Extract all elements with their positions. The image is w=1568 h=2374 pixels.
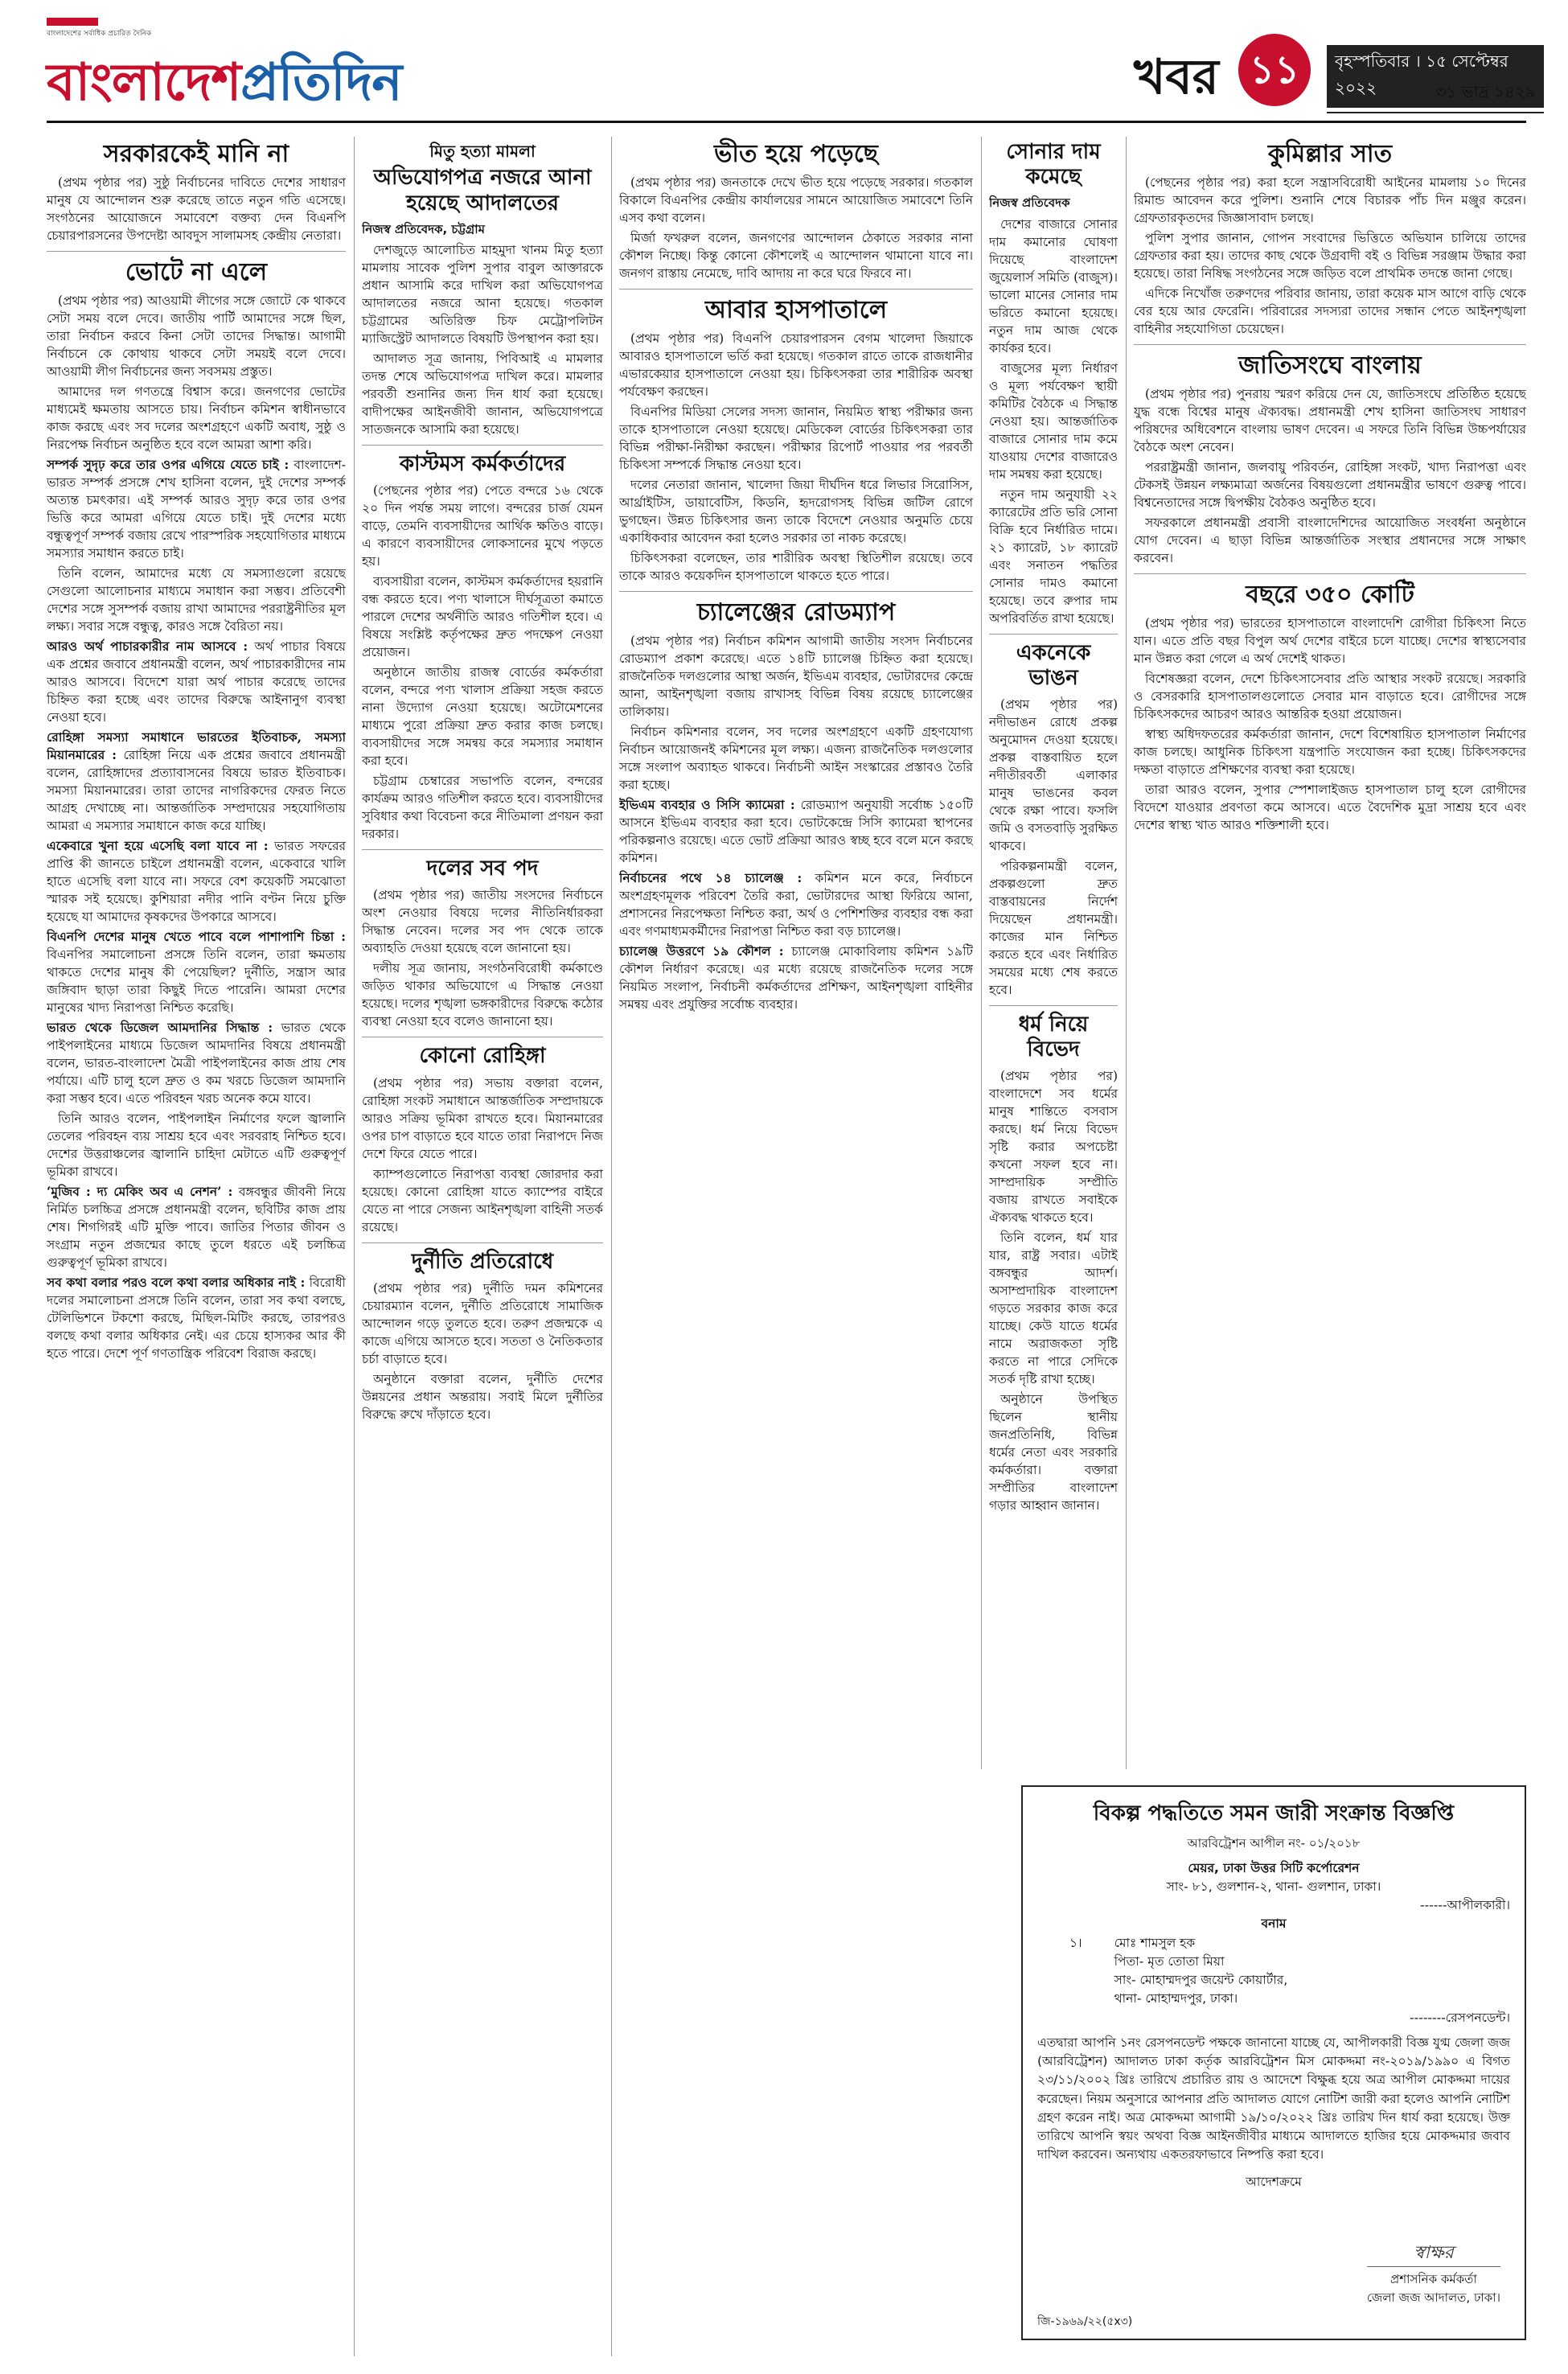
divider: [1134, 573, 1526, 574]
divider: [989, 634, 1118, 635]
column-rule: [981, 137, 982, 1769]
subheading: রোহিঙ্গা সমস্যা সমাধানে ভারতের ইতিবাচক, সমস্যা মিয়ানমারের :: [47, 729, 346, 762]
paragraph-text: বিএনপির সমালোচনা প্রসঙ্গে তিনি বলেন, তারা ক্ষমতায় থাকতে দেশের মানুষ কী পেয়েছিল? দুর্নীতি, সন্ত্রাস আর জঙ্গিবাদ ছাড়া তারা কিছুই দিতে পারেনি। আমরা দেশের মানুষের খাদ্য নিরাপত্তা নিশ্চিত করেছি।: [47, 947, 346, 1015]
paragraph: (প্রথম পৃষ্ঠার পর) বিএনপি চেয়ারপারসন বেগম খালেদা জিয়াকে আবারও হাসপাতালে ভর্তি করা হয়েছে। গতকাল রাতে তাকে রাজধানীর এভারকেয়ার হাসপাতালে নেওয়া হয়। চিকিৎসকরা তার শারীরিক অবস্থা পর্যবেক্ষণ করছেন।: [619, 331, 973, 399]
paragraph: (প্রথম পৃষ্ঠার পর) বাংলাদেশে সব ধর্মের মানুষ শান্তিতে বসবাস করছে। ধর্ম নিয়ে বিভেদ সৃষ্টি করার অপচেষ্টা কখনো সফল হবে না। সাম্প্রদায়িক সম্প্রীতি বজায় রাখতে সবাইকে ঐক্যবদ্ধ থাকতে হবে।: [989, 1069, 1118, 1226]
divider: [1134, 344, 1526, 345]
subheading: ইভিএম ব্যবহার ও সিসি ক্যামেরা :: [619, 797, 795, 812]
subheading: সম্পর্ক সুদৃঢ় করে তার ওপর এগিয়ে যেতে চাই :: [47, 457, 289, 472]
divider: [619, 591, 973, 592]
subheading: ভারত থেকে ডিজেল আমদানির সিদ্ধান্ত :: [47, 1020, 273, 1035]
headline: কোনো রোহিঙ্গা: [419, 1044, 546, 1069]
headline: একনেকে ভাঙন: [1016, 640, 1091, 690]
paragraph: তিনি আরও বলেন, পাইপলাইন নির্মাণের ফলে জ্বালানি তেলের পরিবহন ব্যয় সাশ্রয় হবে এবং সরবরাহ নিশ্চিত হবে। দেশের উত্তরাঞ্চলের জ্বালানি চাহিদা মেটাতে এটি গুরুত্বপূর্ণ ভূমিকা রাখবে।: [47, 1111, 346, 1179]
paragraph: বিশেষজ্ঞরা বলেন, দেশে চিকিৎসাসেবার প্রতি আস্থার সংকট রয়েছে। সরকারি ও বেসরকারি হাসপাতালগুলোতে সেবার মান বাড়াতে হবে। রোগীদের সঙ্গে চিকিৎসকদের আচরণ আরও আন্তরিক হওয়া প্রয়োজন।: [1134, 672, 1526, 721]
paragraph: এদিকে নিখোঁজ তরুণদের পরিবার জানায়, তারা কয়েক মাস আগে বাড়ি থেকে বের হয়ে আর ফেরেনি। পরিবারের সদস্যরা তাদের সন্ধান পেতে আইনশৃঙ্খলা বাহিনীর সহযোগিতা চেয়েছেন।: [1134, 286, 1526, 336]
subheading: সব কথা বলার পরও বলে কথা বলার অধিকার নাই :: [47, 1275, 306, 1290]
headline: সোনার দাম কমেছে: [1006, 140, 1101, 190]
subheading: আরও অর্থ পাচারকারীর নাম আসবে :: [47, 639, 248, 654]
respondent-number: ১।: [1069, 1935, 1082, 1950]
headline: ধর্ম নিয়ে বিভেদ: [1018, 1012, 1089, 1062]
respondent-address-2: থানা- মোহাম্মদপুর, ঢাকা।: [1114, 1991, 1238, 2006]
signature: স্বাক্ষর: [1367, 2240, 1500, 2267]
divider: [989, 1005, 1118, 1006]
paragraph-text: চ্যালেঞ্জ মোকাবিলায় কমিশন ১৯টি কৌশল নির্ধারণ করেছে। এর মধ্যে রয়েছে রাজনৈতিক দলের সঙ্গে নিয়মিত সংলাপ, নির্বাচনী কর্মকর্তাদের প্রশিক্ষণ, আইনশৃঙ্খলা বাহিনীর সমন্বয় এবং প্রযুক্তির সর্বোচ্চ ব্যবহার।: [619, 944, 973, 1012]
paragraph: বাজুসের মূল্য নির্ধারণ ও মূল্য পর্যবেক্ষণ স্থায়ী কমিটির বৈঠকে এ সিদ্ধান্ত নেওয়া হয়। আন্তর্জাতিক বাজারে সোনার দাম কমে যাওয়ায় দেশের বাজারেও দাম সমন্বয় করা হয়েছে।: [989, 360, 1118, 482]
paragraph: তিনি বলেন, ধর্ম যার যার, রাষ্ট্র সবার। এটাই বঙ্গবন্ধুর আদর্শ। অসাম্প্রদায়িক বাংলাদেশ গড়তে সরকার কাজ করে যাচ্ছে। কেউ যাতে ধর্মের নামে অরাজকতা সৃষ্টি করতে না পারে সেদিকে সতর্ক দৃষ্টি রাখা হচ্ছে।: [989, 1230, 1118, 1387]
respondent-role: --------রেসপনডেন্ট।: [1410, 2010, 1510, 2025]
paragraph: মির্জা ফখরুল বলেন, জনগণের আন্দোলন ঠেকাতে সরকার নানা কৌশল নিচ্ছে। কিন্তু কোনো কৌশলেই এ আন্দোলন থামানো যাবে না। জনগণ রাস্তায় নেমেছে, দাবি আদায় না করে ঘরে ফিরবে না।: [619, 231, 973, 281]
paragraph: আমাদের দল গণতন্ত্রে বিশ্বাস করে। জনগণের ভোটের মাধ্যমেই ক্ষমতায় আসতে চায়। নির্বাচন কমিশন স্বাধীনভাবে কাজ করছে এবং সব দলের অংশগ্রহণে একটি অবাধ, সুষ্ঠু ও নিরপেক্ষ নির্বাচন অনুষ্ঠিত হবে বলে আমরা আশা করি।: [47, 384, 346, 452]
paragraph: (পেছনের পৃষ্ঠার পর) পেতে বন্দরে ১৬ থেকে ২০ দিন পর্যন্ত সময় লাগে। বন্দরের চার্জ যেমন বাড়ে, তেমনি ব্যবসায়ীদের আর্থিক ক্ষতিও বাড়ে। এ কারণে ব্যবসায়ীদের লোকসানের মুখে পড়তে হয়।: [362, 483, 603, 569]
respondent-father: পিতা- মৃত তোতা মিয়া: [1114, 1953, 1225, 1969]
masthead-rule: [47, 121, 1526, 123]
date-english: বৃহস্পতিবার । ১৫ সেপ্টেম্বর ২০২২: [1327, 45, 1544, 108]
paragraph: (প্রথম পৃষ্ঠার পর) নির্বাচন কমিশন আগামী জাতীয় সংসদ নির্বাচনের রোডম্যাপ প্রকাশ করেছে। এতে ১৪টি চ্যালেঞ্জ চিহ্নিত করা হয়েছে। রাজনৈতিক দলগুলোর আস্থা অর্জন, ইভিএম ব্যবহার, ভোটারদের কেন্দ্রে আনা, আইনশৃঙ্খলা বজায় রাখাসহ বিভিন্ন বিষয় রয়েছে চ্যালেঞ্জের তালিকায়।: [619, 634, 973, 719]
headline: কাস্টমস কর্মকর্তাদের: [399, 452, 566, 477]
respondent-block: [1037, 1934, 1510, 2009]
appellant-address: সাং- ৮১, গুলশান-২, থানা- গুলশান, ঢাকা।: [1166, 1879, 1381, 1894]
paragraph: [619, 943, 973, 1013]
notice-code: জি-১৯৬৯/২২(৫x৩): [1037, 2315, 1133, 2328]
paragraph: অনুষ্ঠানে উপস্থিত ছিলেন স্থানীয় জনপ্রতিনিধি, বিভিন্ন ধর্মের নেতা এবং সরকারি কর্মকর্তারা। বক্তারা সম্প্রীতির বাংলাদেশ গড়ার আহ্বান জানান।: [989, 1392, 1118, 1514]
paragraph: [47, 729, 346, 835]
signature-block: [1367, 2240, 1500, 2306]
paragraph: (প্রথম পৃষ্ঠার পর) ভারতের হাসপাতালে বাংলাদেশি রোগীরা চিকিৎসা নিতে যান। এতে প্রতি বছর বিপুল অর্থ দেশের বাইরে চলে যাচ্ছে। দেশের স্বাস্থ্যসেবার মান উন্নত করা গেলে এ অর্থ দেশেই থাকত।: [1134, 616, 1526, 666]
paragraph: [47, 456, 346, 562]
column-4: [989, 137, 1118, 1769]
paragraph: [47, 1274, 346, 1362]
versus: বনাম: [1261, 1916, 1287, 1932]
paragraph-text: বঙ্গবন্ধুর জীবনী নিয়ে নির্মিত চলচ্চিত্র প্রসঙ্গে প্রধানমন্ত্রী বলেন, ছবিটির কাজ প্রায় শেষ। শিগগিরই এটি মুক্তি পাবে। জাতির পিতার জীবন ও সংগ্রাম নতুন প্রজন্মের কাছে তুলে ধরতে এই চলচ্চিত্র গুরুত্বপূর্ণ ভূমিকা রাখবে।: [47, 1185, 346, 1270]
paragraph: (প্রথম পৃষ্ঠার পর) দুর্নীতি দমন কমিশনের চেয়ারম্যান বলেন, দুর্নীতি প্রতিরোধে সামাজিক আন্দোলন গড়ে তুলতে হবে। তরুণ প্রজন্মকে এ কাজে এগিয়ে আসতে হবে। সততা ও নৈতিকতার চর্চা বাড়াতে হবে।: [362, 1280, 603, 1366]
paragraph: (প্রথম পৃষ্ঠার পর) সভায় বক্তারা বলেন, রোহিঙ্গা সংকট সমাধানে আন্তর্জাতিক সম্প্রদায়কে আরও সক্রিয় ভূমিকা রাখতে হবে। মিয়ানমারের ওপর চাপ বাড়াতে হবে যাতে তারা নিরাপদে নিজ দেশে ফিরে যেতে পারে।: [362, 1075, 603, 1161]
notice-case-number: আরবিট্রেশন আপীল নং- ০১/২০১৮: [1187, 1836, 1361, 1850]
respondent-name: মোঃ শামসুল হক: [1114, 1935, 1196, 1950]
divider: [619, 289, 973, 290]
page-number: ১১: [1238, 34, 1311, 106]
headline: ভোটে না এলে: [125, 258, 268, 286]
paragraph-text: ভারত সফরের প্রাপ্তি কী জানতে চাইলে প্রধানমন্ত্রী বলেন, একেবারে খালি হাতে এসেছি বলা যাবে না। সফরে বেশ কয়েকটি সমঝোতা স্মারক সই হয়েছে। কুশিয়ারা নদীর পানি বণ্টন নিয়ে চুক্তি হয়েছে যা আমাদের কৃষকদের উপকারে আসবে।: [47, 839, 346, 924]
paragraph: অনুষ্ঠানে বক্তারা বলেন, দুর্নীতি দেশের উন্নয়নের প্রধান অন্তরায়। সবাই মিলে দুর্নীতির বিরুদ্ধে রুখে দাঁড়াতে হবে।: [362, 1371, 603, 1422]
paragraph-text: বিরোধী দলের সমালোচনা প্রসঙ্গে তিনি বলেন, তারা সব কথা বলছে, টেলিভিশনে টকশো করছে, মিছিল-মিটিং করছে, তারপরও বলছে কথা বলার অধিকার নেই। এর চেয়ে হাস্যকর আর কী হতে পারে। দেশে পূর্ণ গণতান্ত্রিক পরিবেশ বিরাজ করছে।: [47, 1275, 346, 1361]
appellant-name: মেয়র, ঢাকা উত্তর সিটি কর্পোরেশন: [1188, 1860, 1360, 1875]
logo-part1: বাংলাদেশ: [47, 53, 241, 113]
headline: দুর্নীতি প্রতিরোধে: [411, 1249, 554, 1274]
headline: বছরে ৩৫০ কোটি: [1246, 581, 1414, 609]
subheading: একেবারে খুনা হয়ে এসেছি বলা যাবে না :: [47, 838, 269, 853]
headline: চ্যালেঞ্জের রোডম্যাপ: [696, 598, 896, 626]
paragraph: তিনি বলেন, আমাদের মধ্যে যে সমস্যাগুলো রয়েছে সেগুলো আলোচনার মাধ্যমে সমাধান করা সম্ভব। প্রতিবেশী দেশের সঙ্গে সুসম্পর্ক বজায় রাখা আমাদের পররাষ্ট্রনীতির মূল লক্ষ্য। সবার সঙ্গে বন্ধুত্ব, কারও সঙ্গে বৈরিতা নয়।: [47, 566, 346, 634]
headline: সরকারকেই মানি না: [103, 140, 289, 168]
paragraph: নির্বাচন কমিশনার বলেন, সব দলের অংশগ্রহণে একটি গ্রহণযোগ্য নির্বাচন আয়োজনই কমিশনের মূল লক্ষ্য। এজন্য রাজনৈতিক দলগুলোর সঙ্গে সংলাপ অব্যাহত থাকবে। নির্বাচনী আইন সংস্কারের প্রস্তাবও তৈরি করা হচ্ছে।: [619, 725, 973, 792]
respondent-address-1: সাং- মোহাম্মদপুর জয়েন্ট কোয়ার্টার,: [1114, 1973, 1288, 1987]
paragraph: বিএনপির মিডিয়া সেলের সদস্য জানান, নিয়মিত স্বাস্থ্য পরীক্ষার জন্য তাকে হাসপাতালে নেওয়া হয়েছে। মেডিকেল বোর্ডের চিকিৎসকরা তার বিভিন্ন পরীক্ষা-নিরীক্ষা করছেন। পরীক্ষার রিপোর্ট পাওয়ার পর পরবর্তী চিকিৎসা সম্পর্কে সিদ্ধান্ত নেওয়া হবে।: [619, 405, 973, 472]
column-3: [619, 137, 973, 1769]
paragraph: দলের নেতারা জানান, খালেদা জিয়া দীর্ঘদিন ধরে লিভার সিরোসিস, আর্থ্রাইটিস, ডায়াবেটিস, কিডনি, হৃদরোগসহ বিভিন্ন জটিল রোগে ভুগছেন। উন্নত চিকিৎসার জন্য তাকে বিদেশে নেওয়ার অনুমতি চেয়ে একাধিকবার আবেদন করা হলেও সরকার তা নাকচ করেছে।: [619, 478, 973, 545]
notice-title: বিকল্প পদ্ধতিতে সমন জারী সংক্রান্ত বিজ্ঞপ্তি: [1093, 1801, 1455, 1826]
subheading: নির্বাচনের পথে ১৪ চ্যালেঞ্জ :: [619, 870, 802, 885]
headline: ভীত হয়ে পড়েছে: [714, 140, 878, 168]
paragraph: দলীয় সূত্র জানায়, সংগঠনবিরোধী কর্মকাণ্ডে জড়িত থাকার অভিযোগে এ সিদ্ধান্ত নেওয়া হয়েছে। দলের শৃঙ্খলা ভঙ্গকারীদের বিরুদ্ধে কঠোর ব্যবস্থা নেওয়া হবে বলেও জানানো হয়।: [362, 961, 603, 1029]
column-1: [47, 137, 346, 2356]
headline: আবার হাসপাতালে: [704, 296, 888, 324]
respondent-details: [1114, 1934, 1288, 2009]
paragraph-text: কমিশন মনে করে, নির্বাচনে অংশগ্রহণমূলক পরিবেশ তৈরি করা, ভোটারদের আস্থা ফিরিয়ে আনা, প্রশাসনের নিরপেক্ষতা নিশ্চিত করা, অর্থ ও পেশিশক্তির ব্যবহার বন্ধ করা এবং গণমাধ্যমকর্মীদের নিরাপত্তা নিশ্চিত করা বড় চ্যালেঞ্জ।: [619, 871, 973, 939]
divider: [362, 849, 603, 850]
paragraph: [47, 1019, 346, 1107]
paragraph: পরিকল্পনামন্ত্রী বলেন, প্রকল্পগুলো দ্রুত বাস্তবায়নের নির্দেশ দিয়েছেন প্রধানমন্ত্রী। কাজের মান নিশ্চিত করতে হবে এবং নির্ধারিত সময়ের মধ্যে শেষ করতে হবে।: [989, 859, 1118, 998]
date-bangla: ৩১ ভাদ্র ১৪২৯: [1327, 76, 1544, 113]
kicker: মিতু হত্যা মামলা: [429, 142, 536, 161]
paragraph: নতুন দাম অনুযায়ী ২২ ক্যারেটের প্রতি ভরি সোনা বিক্রি হবে নির্ধারিত দামে। ২১ ক্যারেট, ১৮ ক্যারেট এবং সনাতন পদ্ধতির সোনার দামও কমানো হয়েছে। তবে রুপার দাম অপরিবর্তিত রাখা হয়েছে।: [989, 487, 1118, 626]
paragraph: পুলিশ সুপার জানান, গোপন সংবাদের ভিত্তিতে অভিযান চালিয়ে তাদের গ্রেফতার করা হয়। তাদের কাছ থেকে উগ্রবাদী বই ও বিভিন্ন সরঞ্জাম উদ্ধার করা হয়েছে। তারা নিষিদ্ধ সংগঠনের সঙ্গে জড়িত বলে প্রাথমিক তদন্তে জানা গেছে।: [1134, 231, 1526, 281]
newspaper-logo[interactable]: [47, 43, 401, 129]
paragraph: [47, 638, 346, 726]
paragraph: (প্রথম পৃষ্ঠার পর) জাতীয় সংসদের নির্বাচনে অংশ নেওয়ার বিষয়ে দলের নীতিনির্ধারকরা সিদ্ধান্ত নেবেন। দলের সব পদ থেকে তাকে অব্যাহতি দেওয়া হয়েছে বলে জানানো হয়।: [362, 888, 603, 956]
divider: [362, 445, 603, 446]
paragraph-text: রোহিঙ্গা নিয়ে এক প্রশ্নের জবাবে প্রধানমন্ত্রী বলেন, রোহিঙ্গাদের প্রত্যাবাসনের বিষয়ে ভারত ইতিবাচক। সমস্যা মিয়ানমারের। তারা তাদের নাগরিকদের ফেরত নিতে আগ্রহ দেখাচ্ছে না। আন্তর্জাতিক সম্প্রদায়ের সহযোগিতায় আমরা এ সমস্যার সমাধানে কাজ করে যাচ্ছি।: [47, 748, 346, 833]
logo-badge: [47, 18, 98, 26]
byline: নিজস্ব প্রতিবেদক, চট্টগ্রাম: [362, 221, 485, 236]
headline: অভিযোগপত্র নজরে আনা হয়েছে আদালতের: [373, 166, 592, 216]
paragraph: সফরকালে প্রধানমন্ত্রী প্রবাসী বাংলাদেশিদের আয়োজিত সংবর্ধনা অনুষ্ঠানে যোগ দেবেন। এ ছাড়া বিভিন্ন আন্তর্জাতিক সংস্থার প্রধানদের সঙ্গে সাক্ষাৎ করবেন।: [1134, 515, 1526, 565]
divider: [47, 251, 346, 252]
paragraph: দেশজুড়ে আলোচিত মাহমুদা খানম মিতু হত্যা মামলায় সাবেক পুলিশ সুপার বাবুল আক্তারকে প্রধান আসামি করে দাখিল করা অভিযোগপত্র আদালতের নজরে আনা হয়েছে। গতকাল চট্টগ্রামের অতিরিক্ত চিফ মেট্রোপলিটন ম্যাজিস্ট্রেট আদালতে বিষয়টি উপস্থাপন করা হয়।: [362, 243, 603, 347]
tagline: বাংলাদেশের সর্বাধিক প্রচারিত দৈনিক: [47, 30, 152, 38]
headline: দলের সব পদ: [426, 856, 539, 881]
paragraph-text: বাংলাদেশ-ভারত সম্পর্ক প্রসঙ্গে শেখ হাসিনা বলেন, দুই দেশের সম্পর্ক অত্যন্ত চমৎকার। এই সম্পর্ক আরও সুদৃঢ় করে তার ওপর ভিত্তি করে আমরা এগিয়ে যেতে চাই। দুই দেশের মধ্যে বন্ধুত্বপূর্ণ সম্পর্ক বজায় রেখে পারস্পরিক সহযোগিতার মাধ্যমে সমস্যার সমাধান করতে চাই।: [47, 458, 346, 561]
column-2: [362, 137, 603, 2356]
paragraph-text: অর্থ পাচার বিষয়ে এক প্রশ্নের জবাবে প্রধানমন্ত্রী বলেন, অর্থ পাচারকারীদের নাম আরও আসবে। বিদেশে যারা অর্থ পাচার করেছে তাদের চিহ্নিত করা হচ্ছে এবং তাদের বিরুদ্ধে আইনানুগ ব্যবস্থা নেওয়া হবে।: [47, 639, 346, 725]
paragraph: ক্যাম্পগুলোতে নিরাপত্তা ব্যবস্থা জোরদার করা হয়েছে। কোনো রোহিঙ্গা যাতে ক্যাম্পের বাইরে যেতে না পারে সেজন্য আইনশৃঙ্খলা বাহিনী সতর্ক রয়েছে।: [362, 1166, 603, 1234]
paragraph: স্বাস্থ্য অধিদফতরের কর্মকর্তারা জানান, দেশে বিশেষায়িত হাসপাতাল নির্মাণের কাজ চলছে। আধুনিক চিকিৎসা যন্ত্রপাতি সংযোজন করা হচ্ছে। চিকিৎসকদের দক্ষতা বাড়াতে প্রশিক্ষণের ব্যবস্থা করা হয়েছে।: [1134, 727, 1526, 777]
paragraph: (প্রথম পৃষ্ঠার পর) পুনরায় স্মরণ করিয়ে দেন যে, জাতিসংঘে প্রতিষ্ঠিত হয়েছে যুদ্ধ বন্ধে বিশ্বের মানুষ ঐক্যবদ্ধ। প্রধানমন্ত্রী শেখ হাসিনা জাতিসংঘ সাধারণ পরিষদের অধিবেশনে বাংলায় ভাষণ দেবেন। এ সফরে তিনি বিভিন্ন উচ্চপর্যায়ের বৈঠকে অংশ নেবেন।: [1134, 387, 1526, 454]
signer-title: প্রশাসনিক কর্মকর্তা: [1390, 2272, 1477, 2286]
subheading: বিএনপি দেশের মানুষ খেতে পাবে বলে পাশাপাশি চিন্তা :: [47, 929, 346, 944]
paragraph: তারা আরও বলেন, সুপার স্পেশালাইজড হাসপাতাল চালু হলে রোগীদের বিদেশে যাওয়ার প্রবণতা কমে আসবে। এতে বৈদেশিক মুদ্রা সাশ্রয় হবে এবং দেশের স্বাস্থ্য খাত আরও শক্তিশালী হবে।: [1134, 782, 1526, 832]
paragraph: চিকিৎসকরা বলেছেন, তার শারীরিক অবস্থা স্থিতিশীল রয়েছে। তবে তাকে আরও কয়েকদিন হাসপাতালে থাকতে হতে পারে।: [619, 551, 973, 583]
paragraph: [47, 1183, 346, 1271]
subheading: চ্যালেঞ্জ উত্তরণে ১৯ কৌশল :: [619, 943, 784, 959]
appellant-role: ------আপীলকারী।: [1420, 1898, 1510, 1912]
paragraph: (প্রথম পৃষ্ঠার পর) আওয়ামী লীগের সঙ্গে জোটে কে থাকবে সেটা সময় বলে দেবে। জাতীয় পার্টি আমাদের সঙ্গে ছিল, তারা নির্বাচন করবে কিনা সেটা তাদের সিদ্ধান্ত। আগামী নির্বাচনে কে কোথায় থাকবে সেটা সময়ই বলে দেবে। আওয়ামী লীগ নির্বাচনের জন্য সবসময় প্রস্তুত।: [47, 294, 346, 379]
column-rule: [1126, 137, 1127, 1769]
paragraph: দেশের বাজারে সোনার দাম কমানোর ঘোষণা দিয়েছে বাংলাদেশ জুয়েলার্স সমিতি (বাজুস)। ভালো মানের সোনার দাম ভরিতে কমানো হয়েছে। নতুন দাম আজ থেকে কার্যকর হবে।: [989, 216, 1118, 355]
legal-notice: [1021, 1785, 1526, 2340]
paragraph: [47, 837, 346, 926]
paragraph: (প্রথম পৃষ্ঠার পর) নদীভাঙন রোধে প্রকল্প অনুমোদন দেওয়া হয়েছে। প্রকল্প বাস্তবায়িত হলে নদীতীরবর্তী এলাকার মানুষ ভাঙনের কবল থেকে রক্ষা পাবে। ফসলি জমি ও বসতবাড়ি সুরক্ষিত থাকবে।: [989, 697, 1118, 854]
byline: নিজস্ব প্রতিবেদক: [989, 195, 1070, 211]
paragraph: পররাষ্ট্রমন্ত্রী জানান, জলবায়ু পরিবর্তন, রোহিঙ্গা সংকট, খাদ্য নিরাপত্তা এবং টেকসই উন্নয়ন লক্ষ্যমাত্রা অর্জনের বিষয়গুলো প্রধানমন্ত্রীর ভাষণে গুরুত্ব পাবে। বিশ্বনেতাদের সঙ্গে দ্বিপক্ষীয় বৈঠকও অনুষ্ঠিত হবে।: [1134, 460, 1526, 510]
headline: জাতিসংঘে বাংলায়: [1238, 351, 1422, 380]
notice-body: এতদ্বারা আপনি ১নং রেসপনডেন্ট পক্ষকে জানানো যাচ্ছে যে, আপীলকারী বিজ্ঞ যুগ্ম জেলা জজ (আরবিট্রেশন) আদালত ঢাকা কর্তৃক আরবিট্রেশন মিস মোকদ্দমা নং-২০১৯/১৯৯০ এ বিগত ২৩/১১/২০০২ খ্রিঃ তারিখে প্রচারিত রায় ও আদেশে বিক্ষুব্ধ হয়ে অত্র আপীল মোকদ্দমা দায়ের করেছেন। নিয়ম অনুসারে আপনার প্রতি আদালত যোগে নোটিশ জারী করা হলেও আপনি নোটিশ গ্রহণ করেন নাই। অত্র মোকদ্দমা আগামী ১৯/১০/২০২২ খ্রিঃ তারিখ দিন ধার্য করা হয়েছে। উক্ত তারিখে আপনি স্বয়ং অথবা বিজ্ঞ আইনজীবীর মাধ্যমে আদালতে হাজির হয়ে মোকদ্দমার জবাব দাখিল করবেন। অন্যথায় একতরফাভাবে নিষ্পত্তি করা হবে।: [1037, 2035, 1510, 2162]
signer-office: জেলা জজ আদালত, ঢাকা।: [1366, 2290, 1500, 2305]
paragraph: অনুষ্ঠানে জাতীয় রাজস্ব বোর্ডের কর্মকর্তারা বলেন, বন্দরে পণ্য খালাস প্রক্রিয়া সহজ করতে নানা উদ্যোগ নেওয়া হয়েছে। অটোমেশনের মাধ্যমে পুরো প্রক্রিয়া দ্রুত করার কাজ চলছে। ব্যবসায়ীদের সঙ্গে সমন্বয় করে সমস্যার সমাধান করা হবে।: [362, 665, 603, 769]
paragraph: আদালত সূত্র জানায়, পিবিআই এ মামলার তদন্ত শেষে অভিযোগপত্র দাখিল করে। মামলার পরবর্তী শুনানির জন্য দিন ধার্য করা হয়েছে। বাদীপক্ষের আইনজীবী জানান, অভিযোগপত্রে সাতজনকে আসামি করা হয়েছে।: [362, 351, 603, 437]
column-5: [1134, 137, 1526, 1769]
paragraph: চট্টগ্রাম চেম্বারের সভাপতি বলেন, বন্দরের কার্যক্রম আরও গতিশীল করতে হবে। ব্যবসায়ীদের সুবিধার কথা বিবেচনা করে নীতিমালা প্রণয়ন করা দরকার।: [362, 774, 603, 842]
paragraph: (পেছনের পৃষ্ঠার পর) করা হলে সন্ত্রাসবিরোধী আইনের মামলায় ১০ দিনের রিমান্ড আবেদন করে পুলিশ। শুনানি শেষে বিচারক পাঁচ দিন মঞ্জুর করেন। গ্রেফতারকৃতদের জিজ্ঞাসাবাদ চলছে।: [1134, 175, 1526, 225]
paragraph: (প্রথম পৃষ্ঠার পর) সুষ্ঠু নির্বাচনের দাবিতে দেশের সাধারণ মানুষ যে আন্দোলন শুরু করেছে তাতে নতুন গতি এসেছে। সংগঠনের আয়োজনে সমাবেশে বক্তব্য দেন বিএনপি চেয়ারপারসনের উপদেষ্টা আবদুস সালামসহ কেন্দ্রীয় নেতারা।: [47, 175, 346, 243]
paragraph: [619, 869, 973, 940]
masthead: [0, 0, 1568, 129]
paragraph-text: ভারত থেকে পাইপলাইনের মাধ্যমে ডিজেল আমদানির বিষয়ে প্রধানমন্ত্রী বলেন, ভারত-বাংলাদেশ মৈত্রী পাইপলাইনের কাজ প্রায় শেষ পর্যায়ে। এটি চালু হলে দ্রুত ও কম খরচে ডিজেল আমদানি করা সম্ভব হবে। এতে পরিবহন খরচ অনেক কমে যাবে।: [47, 1021, 346, 1106]
paragraph: [619, 796, 973, 867]
headline: কুমিল্লার সাত: [1267, 140, 1393, 168]
divider: [362, 1242, 603, 1243]
column-rule: [611, 137, 612, 2356]
logo-part2: প্রতিদিন: [240, 53, 402, 113]
section-name: খবর: [1134, 49, 1219, 105]
paragraph: [47, 928, 346, 1017]
paragraph: (প্রথম পৃষ্ঠার পর) জনতাকে দেখে ভীত হয়ে পড়েছে সরকার। গতকাল বিকালে বিএনপির কেন্দ্রীয় কার্যালয়ের সামনে আয়োজিত সমাবেশে তিনি এসব কথা বলেন।: [619, 175, 973, 225]
column-rule: [354, 137, 355, 2356]
paragraph: ব্যবসায়ীরা বলেন, কাস্টমস কর্মকর্তাদের হয়রানি বন্ধ করতে হবে। পণ্য খালাসে দীর্ঘসূত্রতা কমাতে পারলে দেশের অর্থনীতি আরও গতিশীল হবে। এ বিষয়ে সংশ্লিষ্ট কর্তৃপক্ষের দ্রুত পদক্ষেপ নেওয়া প্রয়োজন।: [362, 574, 603, 660]
paragraph-text: রোডম্যাপ অনুযায়ী সর্বোচ্চ ১৫০টি আসনে ইভিএম ব্যবহার করা হবে। ভোটকেন্দ্রে সিসি ক্যামেরা স্থাপনের পরিকল্পনাও রয়েছে। এতে ভোট প্রক্রিয়া আরও স্বচ্ছ হবে বলে মনে করছে কমিশন।: [619, 798, 973, 865]
subheading: ‘মুজিব : দ্য মেকিং অব এ নেশন’ :: [47, 1184, 233, 1199]
notice-closing: আদেশক্রমে: [1246, 2174, 1302, 2189]
